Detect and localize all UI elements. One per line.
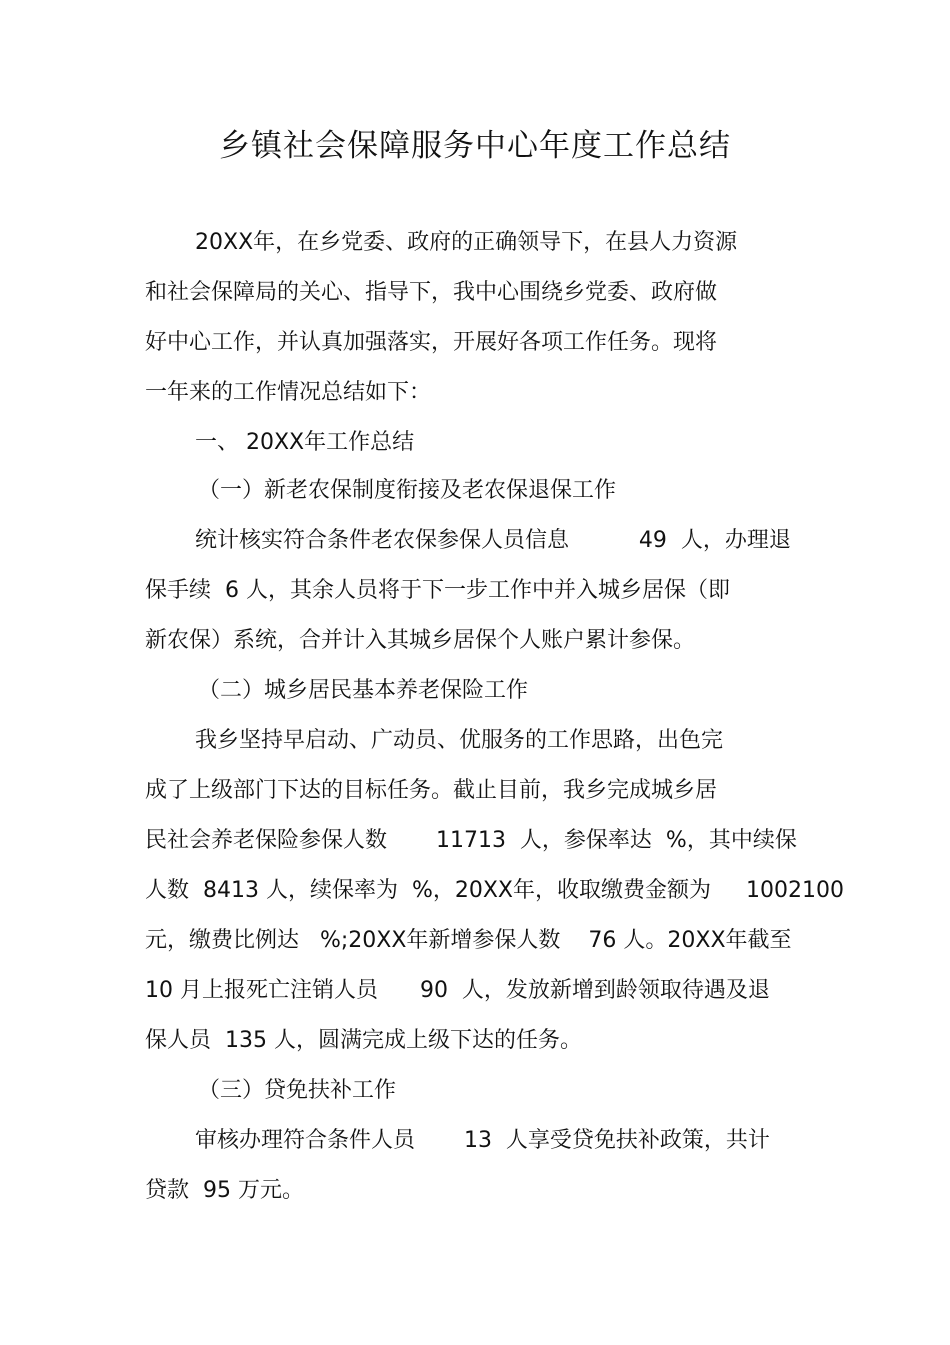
intro-line-3: 好中心工作，并认真加强落实，开展好各项工作任务。现将 bbox=[145, 330, 718, 355]
sub2-line-5: 元，缴费比例达 %;20XX年新增参保人数 76 人。20XX年截至 bbox=[145, 928, 792, 953]
sub3-line-2: 贷款 95 万元。 bbox=[145, 1178, 304, 1203]
subsection-heading-3: （三）贷免扶补工作 bbox=[198, 1078, 397, 1103]
sub2-line-1: 我乡坚持早启动、广动员、优服务的工作思路，出色完 bbox=[195, 728, 724, 753]
sub2-line-7: 保人员 135 人，圆满完成上级下达的任务。 bbox=[145, 1028, 582, 1053]
intro-line-1: 20XX年，在乡党委、政府的正确领导下，在县人力资源 bbox=[195, 230, 738, 255]
sub3-line-1: 审核办理符合条件人员 13 人享受贷免扶补政策，共计 bbox=[195, 1128, 770, 1153]
intro-line-2: 和社会保障局的关心、指导下，我中心围绕乡党委、政府做 bbox=[145, 280, 718, 305]
sub2-line-2: 成了上级部门下达的目标任务。截止目前，我乡完成城乡居 bbox=[145, 778, 718, 803]
document-title: 乡镇社会保障服务中心年度工作总结 bbox=[219, 128, 731, 164]
subsection-heading-1: （一）新老农保制度衔接及老农保退保工作 bbox=[198, 478, 617, 503]
subsection-heading-2: （二）城乡居民基本养老保险工作 bbox=[198, 678, 529, 703]
sub2-line-3: 民社会养老保险参保人数 11713 人，参保率达 %，其中续保 bbox=[145, 828, 797, 853]
sub1-line-1: 统计核实符合条件老农保参保人员信息 49 人，办理退 bbox=[195, 528, 791, 553]
sub2-line-6: 10 月上报死亡注销人员 90 人，发放新增到龄领取待遇及退 bbox=[145, 978, 770, 1003]
intro-line-4: 一年来的工作情况总结如下： bbox=[145, 380, 432, 405]
sub2-line-4: 人数 8413 人，续保率为 %，20XX年，收取缴费金额为 1002100 bbox=[145, 878, 844, 903]
sub1-line-2: 保手续 6 人，其余人员将于下一步工作中并入城乡居保（即 bbox=[145, 578, 730, 603]
sub1-line-3: 新农保）系统，合并计入其城乡居保个人账户累计参保。 bbox=[145, 628, 696, 653]
section-heading: 一、 20XX年工作总结 bbox=[195, 430, 415, 455]
